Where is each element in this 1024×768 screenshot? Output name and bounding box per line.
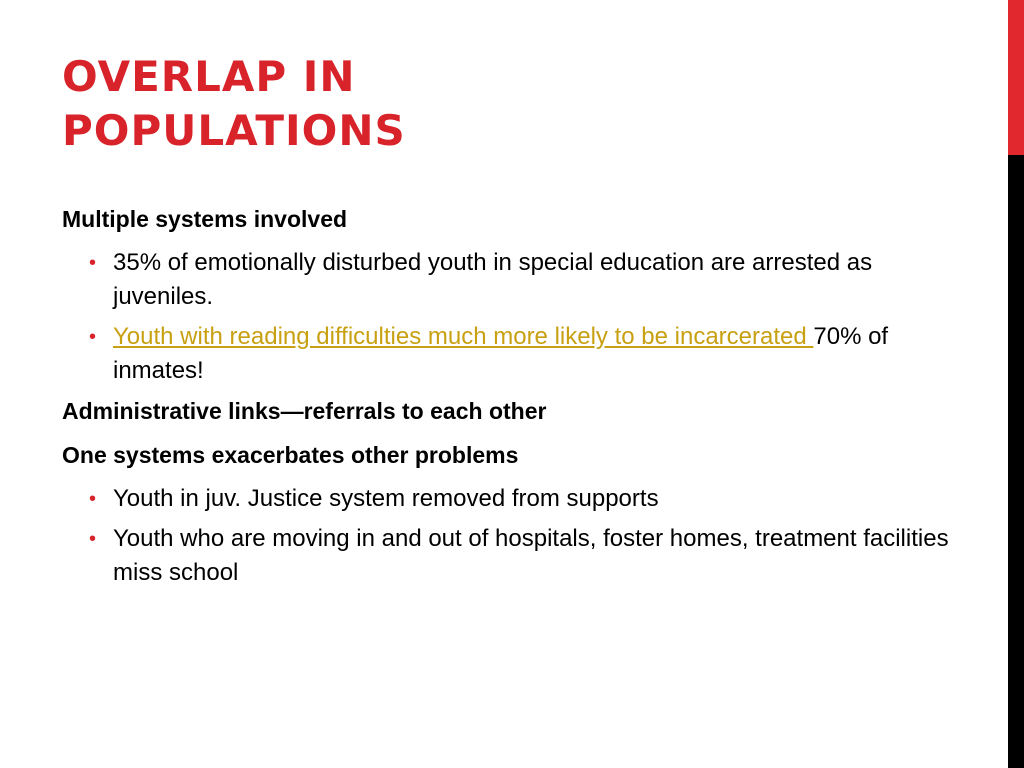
section-heading-exacerbates: One systems exacerbates other problems — [62, 442, 519, 468]
bullet-list-multiple-systems — [62, 246, 962, 388]
side-accent-bar-black — [1008, 155, 1024, 768]
bullet-icon: • — [89, 252, 97, 274]
list-item — [62, 482, 962, 516]
list-item — [62, 246, 962, 314]
page-title — [62, 50, 662, 158]
bullet-text: Youth who are moving in and out of hospitals, foster homes, treatment facilities miss school — [113, 525, 949, 586]
section-heading-administrative-links: Administrative links—referrals to each other — [62, 398, 547, 424]
bullet-list-exacerbates — [62, 482, 962, 590]
bullet-text: 70% of inmates! — [113, 323, 889, 384]
bullet-icon: • — [89, 326, 97, 348]
side-accent-bar-red — [1008, 0, 1024, 155]
bullet-icon: • — [89, 528, 97, 550]
title-line-1: OVERLAP IN — [62, 52, 356, 101]
list-item — [62, 320, 962, 388]
bullet-text: 35% of emotionally disturbed youth in special education are arrested as juveniles. — [113, 249, 873, 310]
list-item — [62, 522, 962, 590]
section-heading-multiple-systems: Multiple systems involved — [62, 206, 348, 232]
title-line-2: POPULATIONS — [62, 106, 406, 155]
slide-content — [62, 202, 962, 596]
reading-difficulties-link[interactable]: Youth with reading difficulties much more likely to be incarcerated — [113, 323, 814, 350]
bullet-icon: • — [89, 488, 97, 510]
bullet-text: Youth in juv. Justice system removed from supports — [113, 485, 659, 512]
